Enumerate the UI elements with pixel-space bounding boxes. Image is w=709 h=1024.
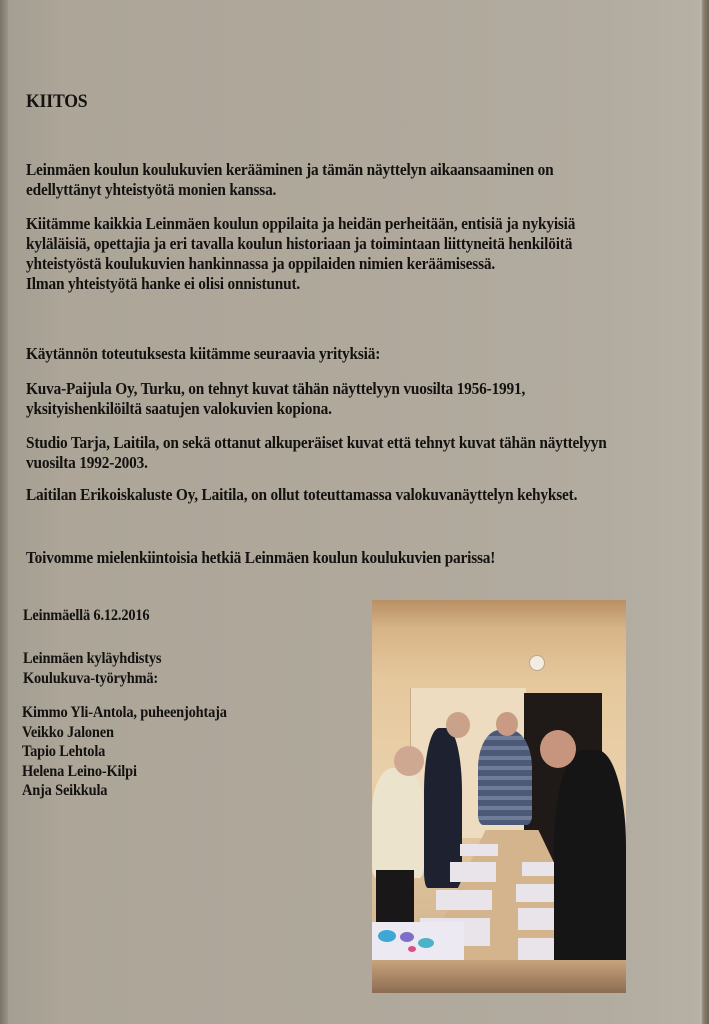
member-name: Veikko Jalonen [22, 723, 114, 741]
working-group-name: Koulukuva-työryhmä: [23, 670, 159, 687]
text-line: Kiitämme kaikkia Leinmäen koulun oppilaita ja heidän perheitään, entisiä ja nykyisiä [26, 214, 576, 233]
paragraph-kuva-paijula [26, 379, 525, 419]
paragraph-studio-tarja [26, 433, 607, 473]
member-name: Kimmo Yli-Antola, puheenjohtaja [22, 704, 227, 721]
group-photo [372, 600, 626, 993]
member-name: Tapio Lehtola [22, 743, 106, 760]
paragraph-erikoiskaluste [26, 485, 577, 505]
photo-table-edge [372, 960, 626, 993]
text-line: Käytännön toteutuksesta kiitämme seuraavia yrityksiä: [26, 344, 381, 363]
paper-sheet [450, 862, 496, 882]
signature-organization [23, 649, 161, 689]
paragraph-intro [26, 160, 554, 200]
text-line: yhteistyöstä koulukuvien hankinnassa ja oppilaiden nimien keräämisessä. [26, 254, 496, 273]
text-line: Studio Tarja, Laitila, on sekä ottanut alkuperäiset kuvat että tehnyt kuvat tähän näyttelyyn [26, 433, 607, 452]
member-name: Anja Seikkula [22, 782, 108, 799]
paper-sheet [436, 890, 492, 910]
photo-dot [400, 932, 414, 942]
person-head [446, 712, 470, 738]
page-title: KIITOS [26, 91, 88, 112]
page-binding-shadow [0, 0, 8, 1024]
person-head [496, 712, 518, 736]
paragraph-closing [26, 548, 495, 568]
person-head [394, 746, 424, 776]
text-line: kyläläisiä, opettajia ja eri tavalla koulun historiaan ja toimintaan liittyneitä henkilöitä [26, 234, 573, 253]
signature-place-date: Leinmäellä 6.12.2016 [23, 607, 150, 624]
text-line: Ilman yhteistyötä hanke ei olisi onnistunut. [26, 274, 301, 293]
person-woman-cardigan [372, 768, 424, 878]
photo-dot [418, 938, 434, 948]
text-line: Toivomme mielenkiintoisia hetkiä Leinmäen koulun koulukuvien parissa! [26, 548, 496, 567]
signature-members [22, 703, 227, 801]
text-line: Laitilan Erikoiskaluste Oy, Laitila, on ollut toteuttamassa valokuvanäyttelyn kehykset. [26, 485, 578, 504]
person-striped-sweater [478, 730, 532, 825]
photo-dot [378, 930, 396, 942]
person-head [540, 730, 576, 768]
paragraph-companies-heading [26, 344, 380, 364]
photo-ceiling [372, 600, 626, 630]
photo-dot [408, 946, 416, 952]
text-line: edellyttänyt yhteistyötä monien kanssa. [26, 180, 277, 199]
page-right-edge [700, 0, 709, 1024]
text-line: Kuva-Paijula Oy, Turku, on tehnyt kuvat tähän näyttelyyn vuosilta 1956-1991, [26, 379, 526, 398]
text-line: vuosilta 1992-2003. [26, 453, 148, 472]
text-line: yksityishenkilöiltä saatujen valokuvien kopiona. [26, 399, 332, 418]
member-name: Helena Leino-Kilpi [22, 762, 137, 780]
wall-clock-icon [529, 655, 545, 671]
organization-name: Leinmäen kyläyhdistys [23, 650, 162, 667]
paragraph-thanks [26, 214, 575, 294]
paper-sheet [460, 844, 498, 856]
person-black-shirt [554, 750, 626, 990]
text-line: Leinmäen koulun koulukuvien kerääminen ja tämän näyttelyn aikaansaaminen on [26, 160, 554, 179]
